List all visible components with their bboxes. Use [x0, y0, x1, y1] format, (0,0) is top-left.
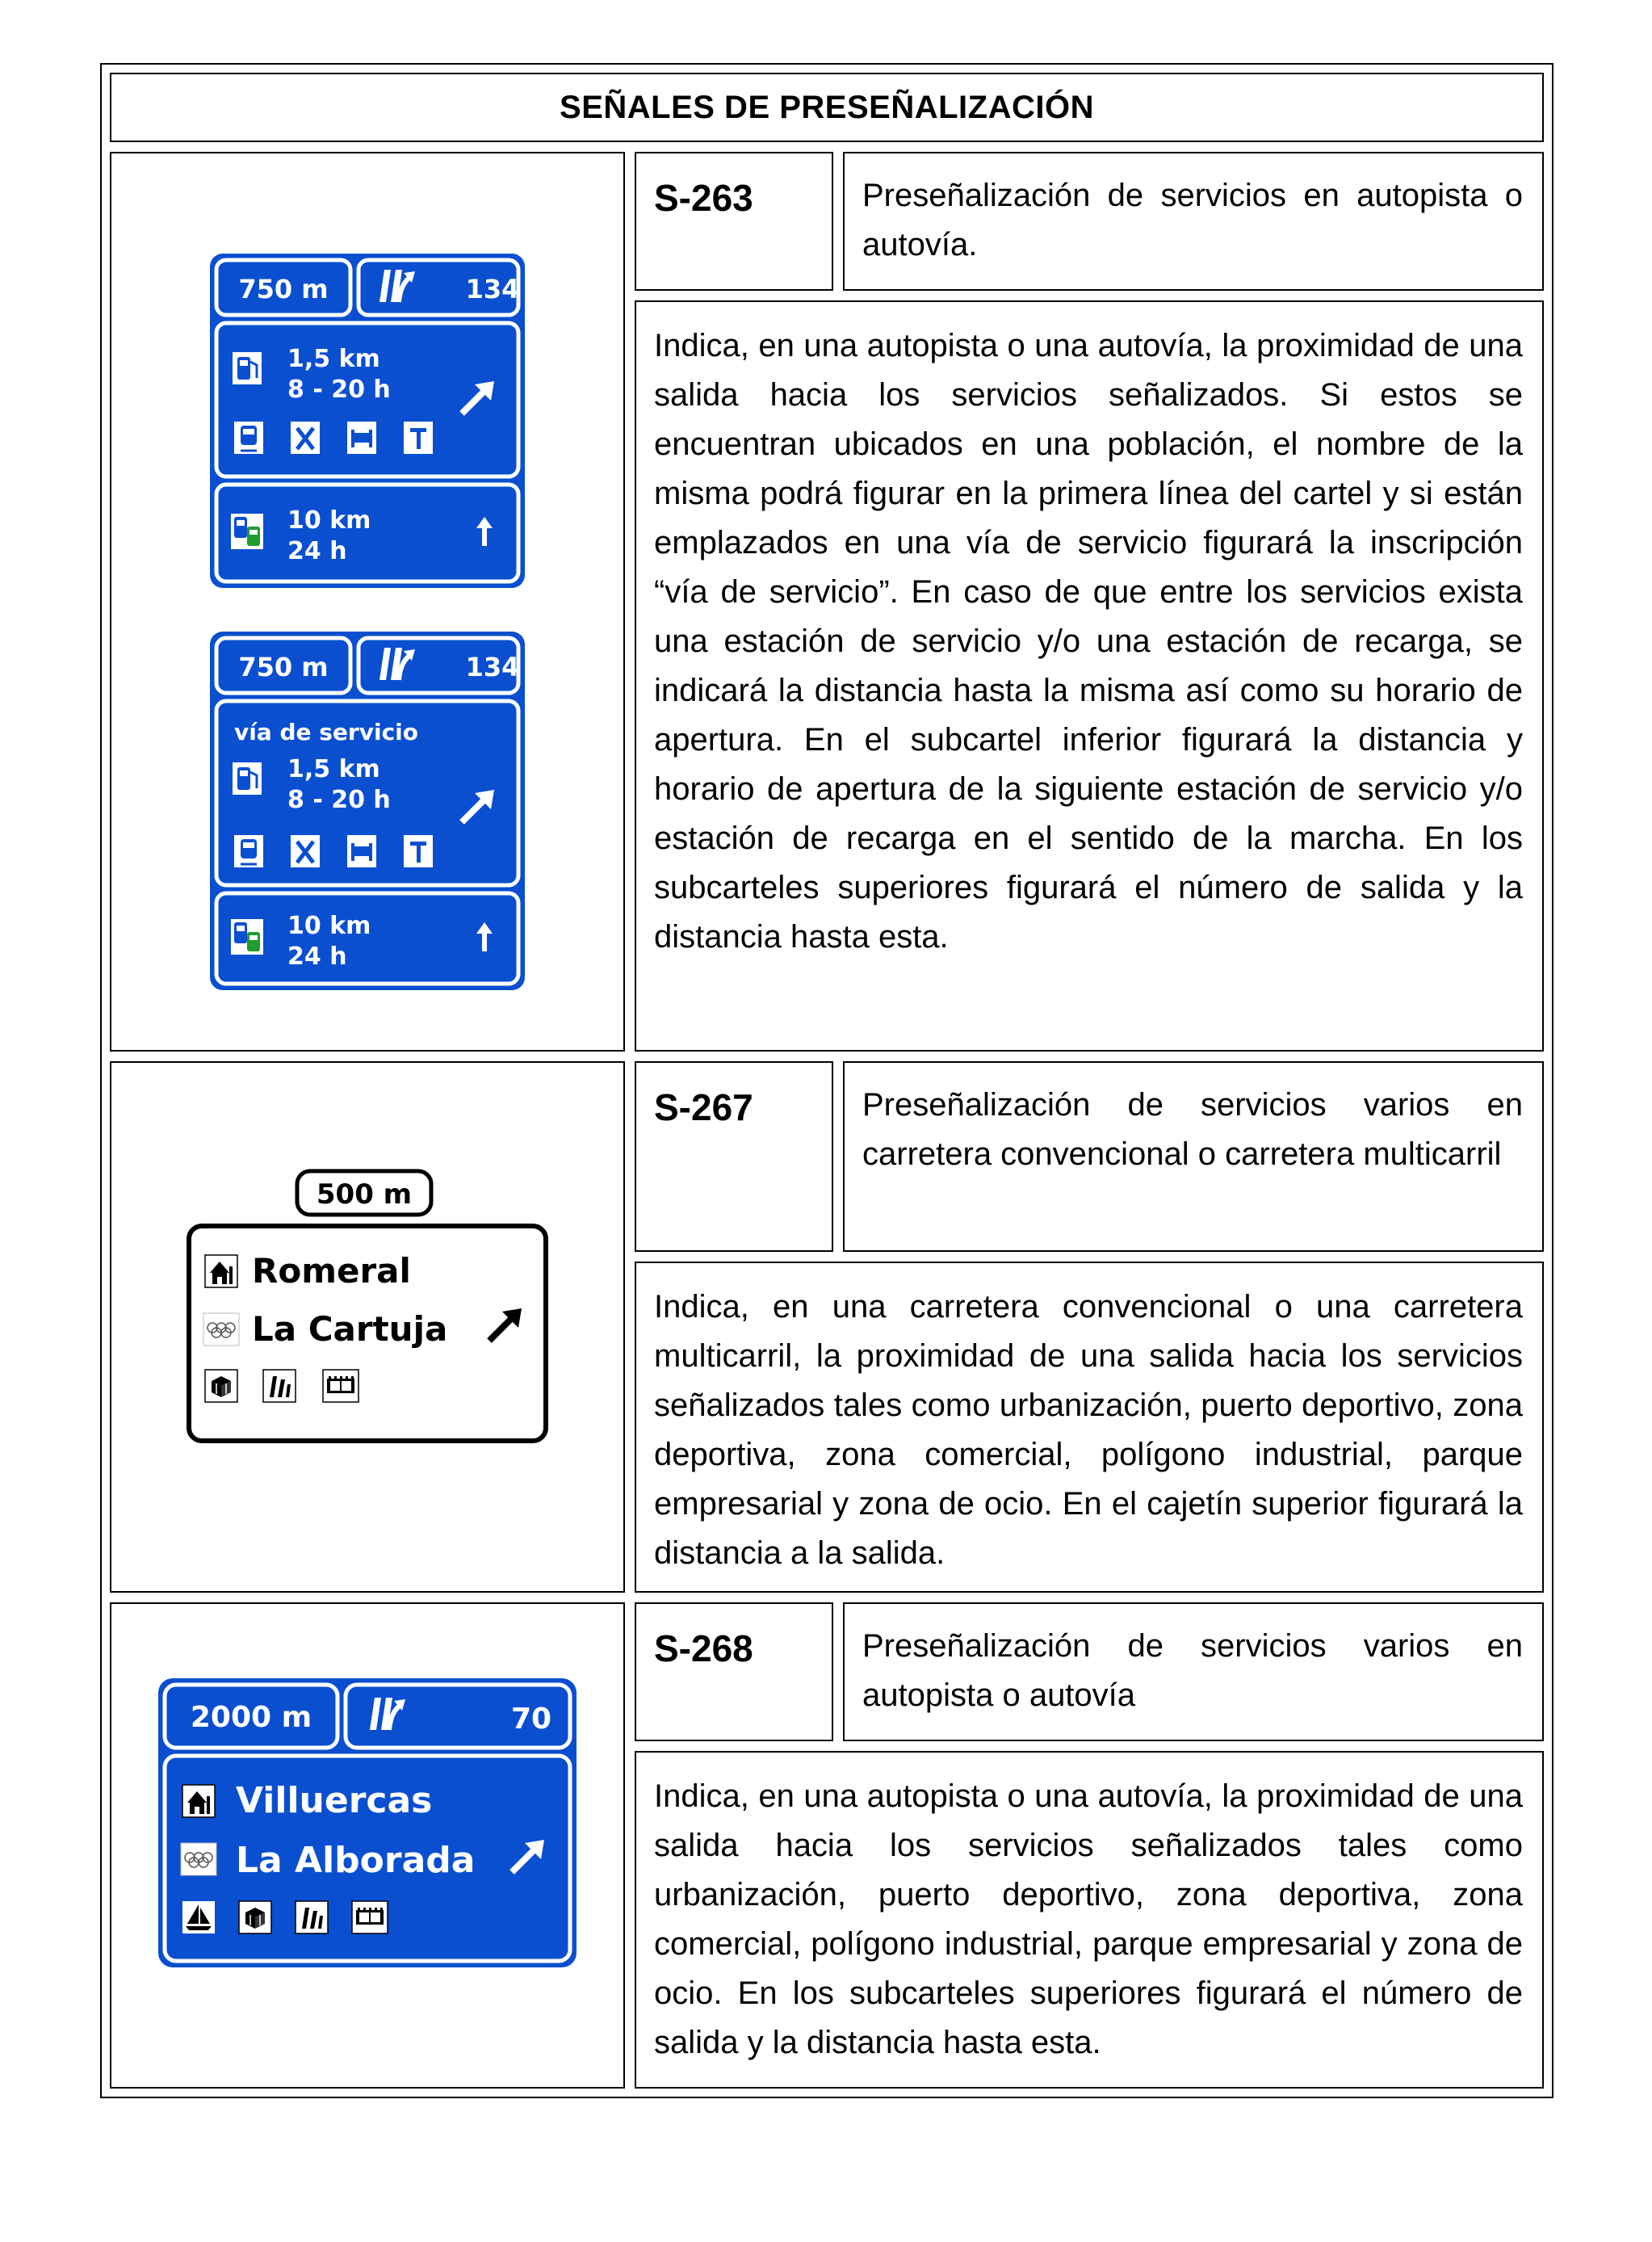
sign-s267-conventional-road: [186, 1171, 549, 1446]
fuel-pump-icon: [233, 352, 262, 384]
charging-station-icon: [231, 919, 263, 955]
long-description: Indica, en una carretera convencional o una carretera multicarril, la proximidad de una salida hacia los servicios señalizados tales como urbanización, puerto deportivo, zona deportiva, zona comercial, polígono industrial, parque empresarial y zona de ocio. En el cajetín superior figurará la distancia a la salida.: [654, 1289, 1523, 1571]
short-description: Preseñalización de servicios en autopista o autovía.: [862, 178, 1523, 262]
distance-label: 500 m: [316, 1178, 413, 1211]
destination-line1: Villuercas: [236, 1780, 433, 1821]
urbanization-icon: [205, 1255, 237, 1287]
olympic-rings-icon: [181, 1843, 216, 1875]
bed-icon: [347, 422, 376, 454]
long-description: Indica, en una autopista o una autovía, la proximidad de una salida hacia los servicios señalizados tales como urbanización, puerto deportivo, zona deportiva, zona comercial, polígono industrial, parque empresarial y zona de ocio. En los subcarteles superiores figurará el número de salida y la distancia hasta esta.: [654, 1778, 1523, 2060]
sign-image-cell-s267: [110, 1061, 625, 1593]
long-description: Indica, en una autopista o una autovía, la proximidad de una salida hacia los servicios señalizados. Si estos se encuentran ubicados en una población, el nombre de la misma podrá figurar en la primera línea del cartel y si están emplazados en una vía de servicio figurará la inscripción “vía de servicio”. En caso de que entre los servicios exista una estación de servicio y/o una estación de recarga, se indicará la distancia hasta la misma así como su horario de apertura. En el subcartel inferior figurará la distancia y horario de apertura de la siguiente estación de servicio y/o estación de recarga en el sentido de la marcha. En los subcarteles superiores figurará el número de salida y la distancia hasta esta.: [654, 328, 1523, 955]
short-description: Preseñalización de servicios varios en carretera convencional o carretera multicarril: [862, 1087, 1523, 1172]
next-opening-hours: 24 h: [287, 537, 347, 565]
fuel-pump-icon: [233, 762, 262, 795]
sign-code: S-268: [654, 1627, 753, 1669]
opening-hours: 8 - 20 h: [287, 786, 391, 814]
restaurant-icon: [291, 422, 320, 454]
exit-number: 134: [465, 652, 520, 682]
sign-image-cell-s263: [110, 152, 625, 1052]
short-desc-cell-s263: [843, 152, 1544, 291]
cafeteria-icon: [404, 835, 433, 867]
urbanization-icon: [182, 1785, 215, 1817]
exit-number: 70: [510, 1702, 552, 1736]
short-description: Preseñalización de servicios varios en autopista o autovía: [862, 1628, 1523, 1713]
shopping-icon: [205, 1370, 237, 1402]
shopping-icon: [239, 1901, 271, 1933]
title-bar: [110, 73, 1544, 142]
long-desc-cell-s268: [635, 1751, 1544, 2089]
restaurant-icon: [291, 835, 320, 867]
distance-km: 1,5 km: [287, 755, 380, 783]
page-title: SEÑALES DE PRESEÑALIZACIÓN: [560, 89, 1094, 125]
distance-label: 750 m: [238, 652, 329, 682]
destination-line2: La Alborada: [236, 1840, 476, 1881]
service-road-label: vía de servicio: [234, 719, 419, 745]
exit-number: 134: [465, 274, 520, 304]
train-icon: [234, 835, 263, 867]
destination-line1: Romeral: [252, 1251, 411, 1291]
cafeteria-icon: [404, 422, 433, 454]
olympic-rings-icon: [203, 1313, 239, 1346]
next-opening-hours: 24 h: [287, 943, 347, 971]
next-distance-km: 10 km: [287, 506, 371, 535]
cinema-icon: [352, 1901, 388, 1933]
short-desc-cell-s268: [843, 1602, 1544, 1741]
long-desc-cell-s263: [635, 300, 1544, 1052]
sign-s263-motorway: [210, 254, 525, 588]
distance-label: 750 m: [238, 274, 329, 304]
cinema-icon: [323, 1370, 358, 1402]
train-icon: [234, 422, 263, 454]
industrial-icon: [296, 1901, 328, 1933]
code-cell-s267: [635, 1061, 833, 1252]
code-cell-s263: [635, 152, 833, 291]
opening-hours: 8 - 20 h: [287, 376, 391, 404]
distance-label: 2000 m: [190, 1701, 312, 1734]
sign-s263-service-road: [210, 632, 525, 990]
sign-image-cell-s268: [110, 1602, 625, 2089]
charging-station-icon: [231, 514, 263, 549]
sailboat-icon: [182, 1901, 215, 1933]
destination-line2: La Cartuja: [252, 1309, 448, 1349]
sign-s268-motorway: [158, 1678, 577, 1967]
long-desc-cell-s267: [635, 1262, 1544, 1593]
short-desc-cell-s267: [843, 1061, 1544, 1252]
sign-code: S-263: [654, 177, 753, 219]
industrial-icon: [263, 1370, 296, 1402]
sign-code: S-267: [654, 1086, 753, 1128]
next-distance-km: 10 km: [287, 912, 371, 940]
code-cell-s268: [635, 1602, 833, 1741]
distance-km: 1,5 km: [287, 345, 380, 373]
bed-icon: [347, 835, 376, 867]
